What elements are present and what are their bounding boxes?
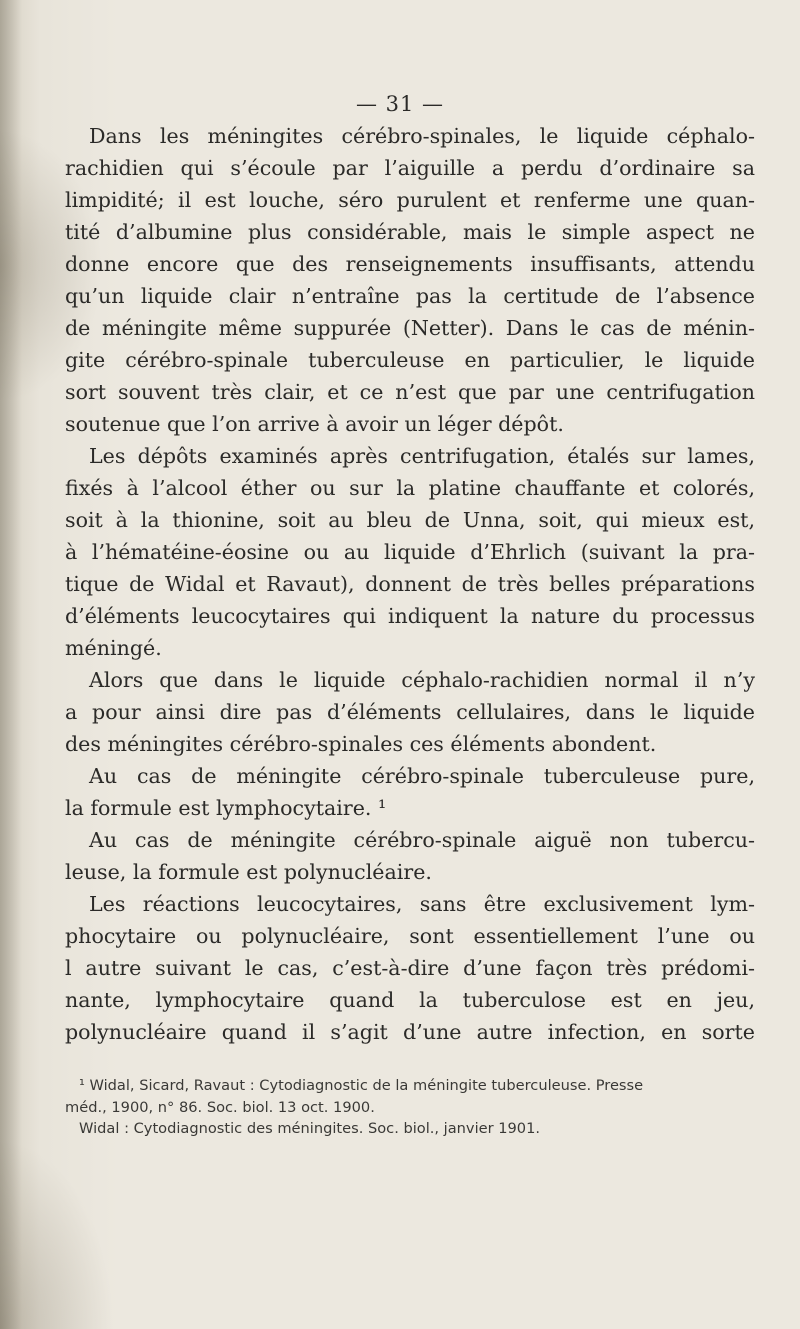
text-line: fixés à l’alcool éther ou sur la platine chauffante et colorés, <box>65 476 755 500</box>
footnote-line: méd., 1900, n° 86. Soc. biol. 13 oct. 1900. <box>65 1098 375 1116</box>
text-line: polynucléaire quand il s’agit d’une autre infection, en sorte <box>65 1020 755 1044</box>
text-line: l autre suivant le cas, c’est-à-dire d’une façon très prédomi- <box>65 956 755 980</box>
text-line: leuse, la formule est polynucléaire. <box>65 860 432 884</box>
text-line: à l’hématéine-éosine ou au liquide d’Ehrlich (suivant la pra- <box>65 540 755 564</box>
text-line: limpidité; il est louche, séro purulent et renferme une quan- <box>65 188 755 212</box>
paragraph-2 <box>65 440 755 664</box>
paragraph-1 <box>65 120 755 440</box>
text-line: donne encore que des renseignements insuffisants, attendu <box>65 252 755 276</box>
text-line: Alors que dans le liquide céphalo-rachidien normal il n’y <box>89 668 755 692</box>
text-line: d’éléments leucocytaires qui indiquent la nature du processus <box>65 604 755 628</box>
text-line: Au cas de méningite cérébro-spinale tuberculeuse pure, <box>89 764 755 788</box>
footnotes <box>65 1075 755 1140</box>
page-number: — 31 — <box>355 92 445 116</box>
text-line: des méningites cérébro-spinales ces éléments abondent. <box>65 732 657 756</box>
text-line: tique de Widal et Ravaut), donnent de très belles préparations <box>65 572 755 596</box>
paragraph-3 <box>65 664 755 760</box>
text-line: méningé. <box>65 636 162 660</box>
paragraph-5 <box>65 824 755 888</box>
text-line: de méningite même suppurée (Netter). Dans le cas de ménin- <box>65 316 755 340</box>
text-line: qu’un liquide clair n’entraîne pas la certitude de l’absence <box>65 284 755 308</box>
footnote-line: ¹ Widal, Sicard, Ravaut : Cytodiagnostic de la méningite tuberculeuse. Presse <box>79 1077 644 1094</box>
text-line: soutenue que l’on arrive à avoir un léger dépôt. <box>65 412 564 436</box>
text-line: Au cas de méningite cérébro-spinale aiguë non tubercu- <box>89 828 755 852</box>
text-line: tité d’albumine plus considérable, mais le simple aspect ne <box>65 220 755 244</box>
paragraph-4 <box>65 760 755 824</box>
text-line: gite cérébro-spinale tuberculeuse en particulier, le liquide <box>65 348 755 372</box>
footnote-line: Widal : Cytodiagnostic des méningites. Soc. biol., janvier 1901. <box>79 1120 541 1137</box>
text-line: Dans les méningites cérébro-spinales, le liquide céphalo- <box>89 124 755 148</box>
text-line: soit à la thionine, soit au bleu de Unna, soit, qui mieux est, <box>65 508 755 532</box>
text-line: la formule est lymphocytaire. ¹ <box>65 796 387 820</box>
text-line: nante, lymphocytaire quand la tuberculose est en jeu, <box>65 988 755 1012</box>
body-text <box>65 120 755 1048</box>
text-line: Les dépôts examinés après centrifugation, étalés sur lames, <box>89 444 755 468</box>
text-line: phocytaire ou polynucléaire, sont essentiellement l’une ou <box>65 924 755 948</box>
page-gutter-shadow <box>0 0 22 1329</box>
text-line: a pour ainsi dire pas d’éléments cellulaires, dans le liquide <box>65 700 755 724</box>
text-line: rachidien qui s’écoule par l’aiguille a perdu d’ordinaire sa <box>65 156 755 180</box>
paragraph-6 <box>65 888 755 1048</box>
text-line: sort souvent très clair, et ce n’est que par une centrifugation <box>65 380 755 404</box>
text-line: Les réactions leucocytaires, sans être exclusivement lym- <box>89 892 755 916</box>
